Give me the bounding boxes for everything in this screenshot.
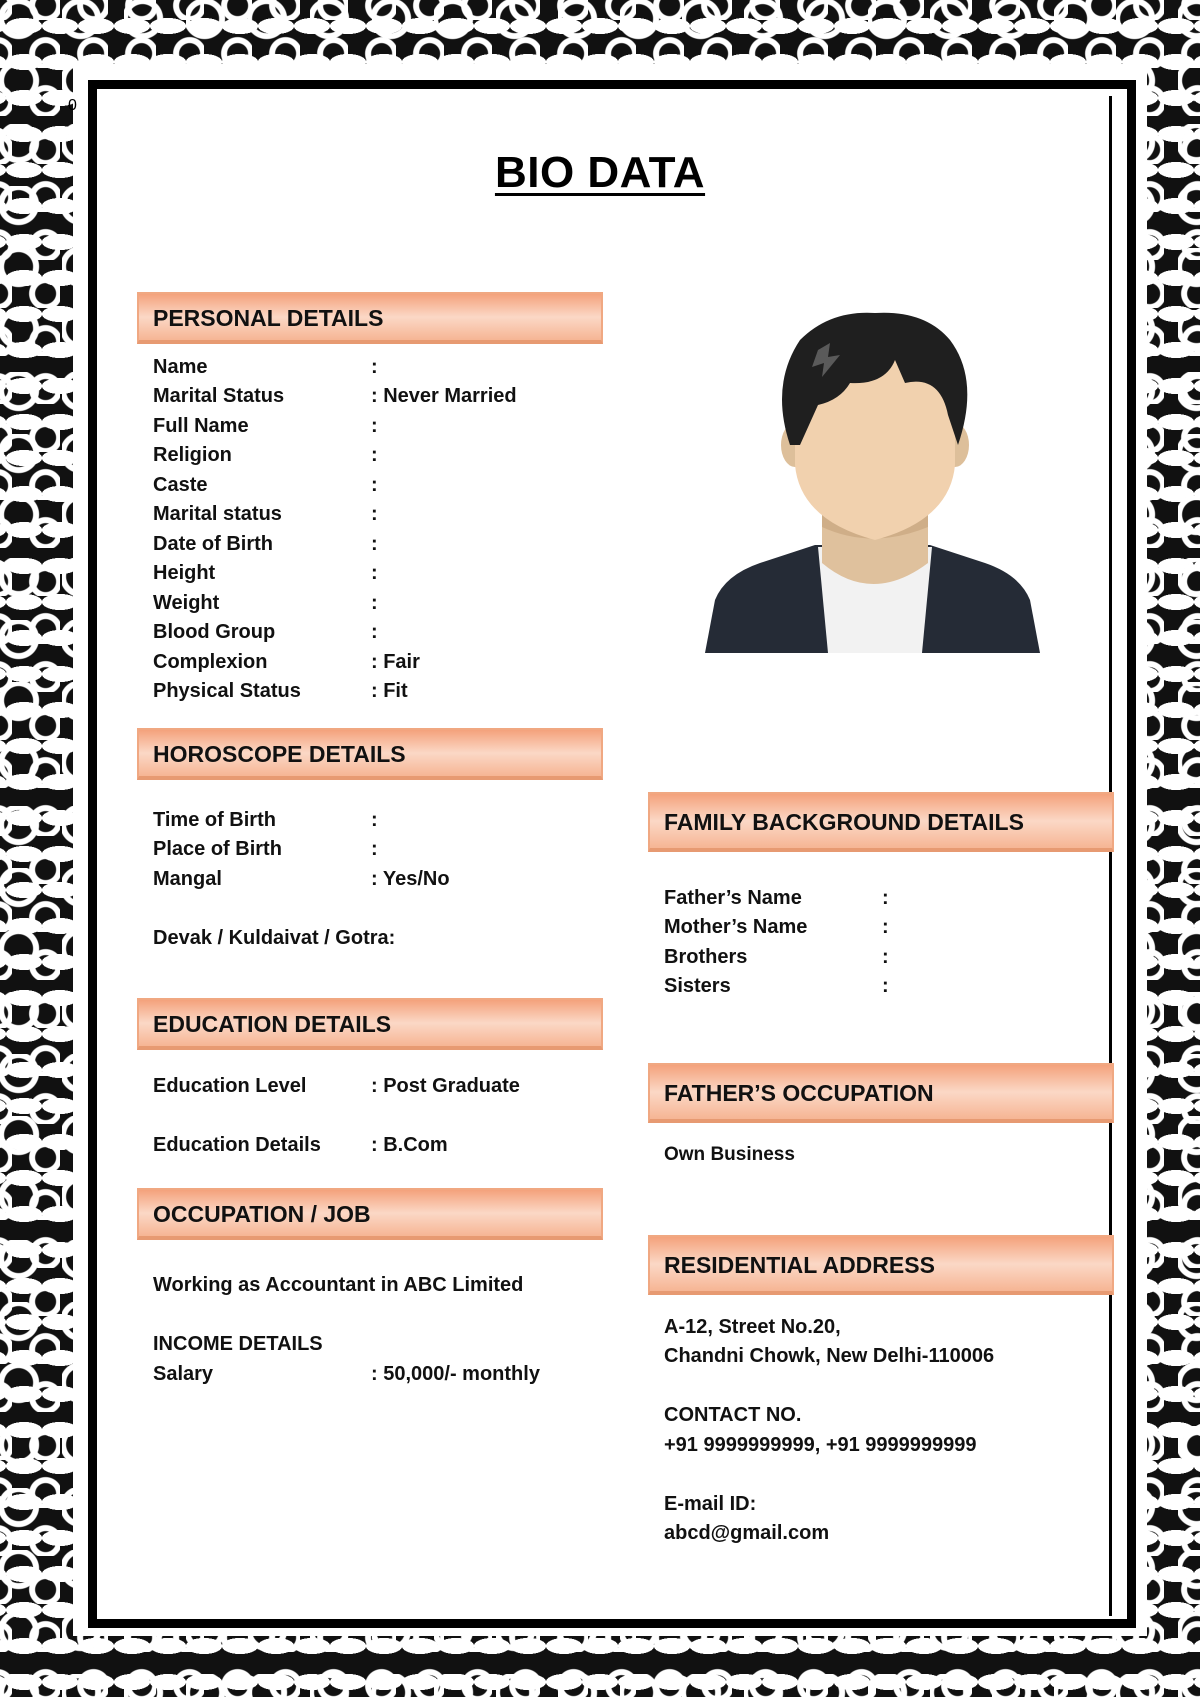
row-value: : xyxy=(371,838,378,860)
personal-row-complexion xyxy=(153,651,420,674)
row-value: : xyxy=(371,533,378,555)
row-label: Physical Status xyxy=(153,680,301,702)
row-label: Caste xyxy=(153,474,208,496)
row-value: : xyxy=(882,946,889,968)
row-label: Full Name xyxy=(153,415,249,437)
row-value: : xyxy=(371,415,378,437)
profile-photo-placeholder xyxy=(700,305,1045,655)
personal-row-name xyxy=(153,356,378,379)
education-details-header: EDUCATION DETAILS xyxy=(137,998,603,1050)
education-row-details xyxy=(153,1134,448,1157)
row-label: Complexion xyxy=(153,651,268,673)
row-label: Marital status xyxy=(153,503,282,525)
row-label: Place of Birth xyxy=(153,838,282,860)
address-line-1: A-12, Street No.20, xyxy=(664,1316,841,1338)
row-value: : xyxy=(371,503,378,525)
education-row-level xyxy=(153,1075,520,1098)
fathers-occupation-text: Own Business xyxy=(664,1144,795,1165)
row-label: Sisters xyxy=(664,975,731,997)
row-label: Time of Birth xyxy=(153,809,276,831)
personal-row-full-name xyxy=(153,415,378,438)
occupation-header: OCCUPATION / JOB xyxy=(137,1188,603,1240)
row-value: : xyxy=(371,809,378,831)
fathers-occupation-header: FATHER’S OCCUPATION xyxy=(648,1063,1114,1123)
row-label: Blood Group xyxy=(153,621,276,643)
row-value: : Never Married xyxy=(371,385,517,407)
row-value: : Yes/No xyxy=(371,868,450,890)
row-value: : xyxy=(371,474,378,496)
personal-row-height xyxy=(153,562,378,585)
row-label: Name xyxy=(153,356,208,378)
horoscope-row-mangal xyxy=(153,868,450,891)
row-label: Marital Status xyxy=(153,385,285,407)
salary-value: : 50,000/- monthly xyxy=(371,1363,540,1385)
title-text: BIO DATA xyxy=(494,148,706,197)
row-value: : xyxy=(371,592,378,614)
row-value: : Fit xyxy=(371,680,408,702)
family-row-father-name xyxy=(664,887,889,910)
family-row-brothers xyxy=(664,946,889,969)
page-title xyxy=(0,148,1200,198)
row-value: : B.Com xyxy=(371,1134,448,1156)
horoscope-details-header: HOROSCOPE DETAILS xyxy=(137,728,603,780)
horoscope-row-place-of-birth xyxy=(153,838,378,861)
personal-row-blood-group xyxy=(153,621,378,644)
salary-label: Salary xyxy=(153,1363,214,1385)
personal-row-religion xyxy=(153,444,378,467)
row-label: Religion xyxy=(153,444,232,466)
corner-fragment-text: 0 xyxy=(68,97,77,114)
gotra-line: Devak / Kuldaivat / Gotra: xyxy=(153,927,396,949)
row-value: : xyxy=(371,444,378,466)
row-value: : Post Graduate xyxy=(371,1075,520,1097)
horoscope-row-time-of-birth xyxy=(153,809,378,832)
contact-title: CONTACT NO. xyxy=(664,1404,802,1426)
contact-numbers: +91 9999999999, +91 9999999999 xyxy=(664,1434,977,1456)
row-value: : xyxy=(371,562,378,584)
residential-address-header: RESIDENTIAL ADDRESS xyxy=(648,1235,1114,1295)
email-title: E-mail ID: xyxy=(664,1493,757,1515)
row-value: : xyxy=(882,887,889,909)
row-value: : Fair xyxy=(371,651,420,673)
row-value: : xyxy=(882,916,889,938)
address-line-2: Chandni Chowk, New Delhi-110006 xyxy=(664,1345,995,1367)
row-label: Education Level xyxy=(153,1075,307,1097)
personal-row-marital-status xyxy=(153,385,517,408)
row-value: : xyxy=(371,356,378,378)
family-row-sisters xyxy=(664,975,889,998)
row-label: Mother’s Name xyxy=(664,916,808,938)
row-label: Father’s Name xyxy=(664,887,802,909)
row-label: Weight xyxy=(153,592,220,614)
salary-row xyxy=(153,1363,540,1386)
personal-details-header: PERSONAL DETAILS xyxy=(137,292,603,344)
personal-row-caste xyxy=(153,474,378,497)
family-row-mother-name xyxy=(664,916,889,939)
row-label: Date of Birth xyxy=(153,533,273,555)
income-details-title: INCOME DETAILS xyxy=(153,1333,323,1355)
email-address: abcd@gmail.com xyxy=(664,1522,830,1544)
row-label: Mangal xyxy=(153,868,222,890)
row-value: : xyxy=(882,975,889,997)
row-label: Education Details xyxy=(153,1134,321,1156)
occupation-job-text: Working as Accountant in ABC Limited xyxy=(153,1274,524,1296)
personal-row-date-of-birth xyxy=(153,533,378,556)
row-value: : xyxy=(371,621,378,643)
row-label: Height xyxy=(153,562,216,584)
row-label: Brothers xyxy=(664,946,748,968)
family-background-header: FAMILY BACKGROUND DETAILS xyxy=(648,792,1114,852)
personal-row-marital-status-2 xyxy=(153,503,378,526)
personal-row-physical-status xyxy=(153,680,408,703)
personal-row-weight xyxy=(153,592,378,615)
